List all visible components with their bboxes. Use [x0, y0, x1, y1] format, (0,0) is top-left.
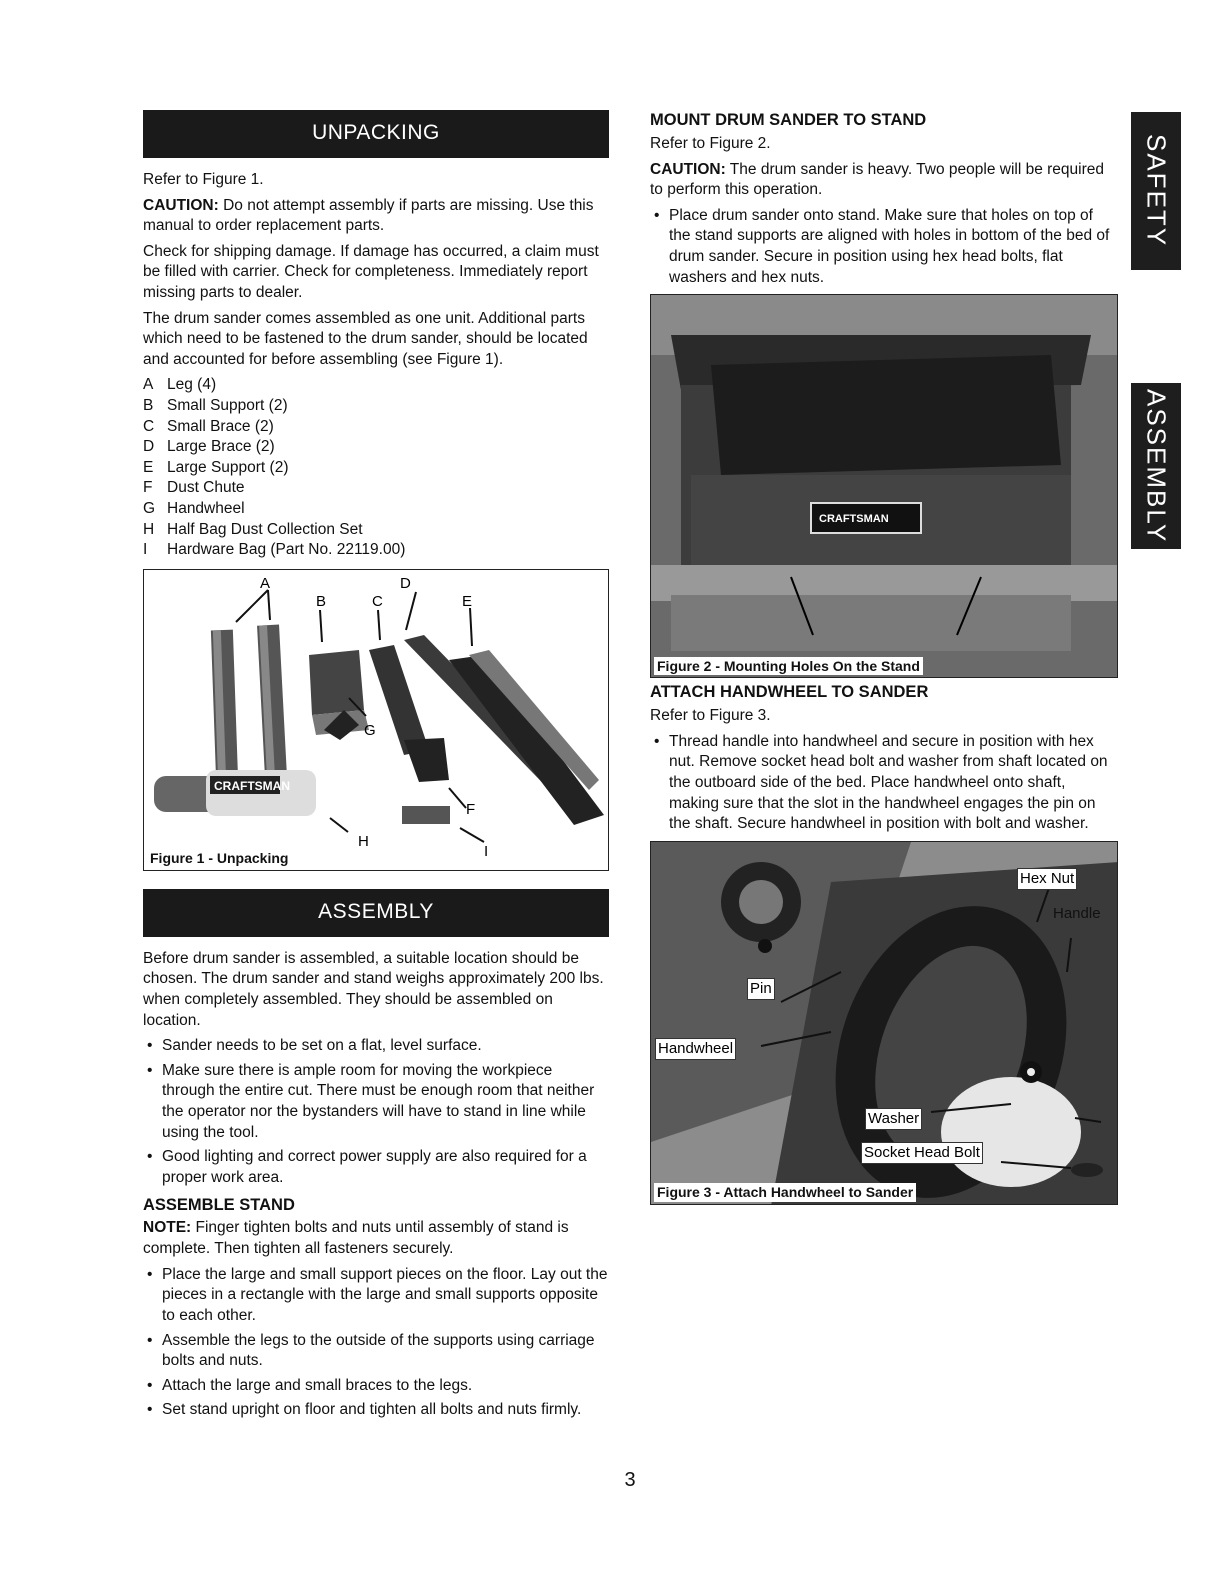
- pin-label: Pin: [747, 978, 775, 1000]
- page-number: 3: [624, 1469, 636, 1491]
- assembly-intro: Before drum sander is assembled, a suitable location should be chosen. The drum sander and stand weighs approximately 200 lbs. when completely assembled. They should be assembled on location.: [143, 949, 604, 1029]
- caution-text: Do not attempt assembly if parts are missing. Use this manual to order replacement parts.: [143, 196, 594, 235]
- list-item: F Dust Chute: [143, 479, 245, 497]
- list-item: H Half Bag Dust Collection Set: [143, 520, 363, 538]
- label-f: F: [466, 800, 476, 818]
- list-item: • Place drum sander onto stand. Make sure that holes on top of the stand supports are aligned with holes in bottom of the bed of drum sander. Secure in position using hex head bolts, flat washers and hex nuts.: [650, 206, 1118, 288]
- label-g: G: [364, 721, 376, 739]
- tab-safety-label: SAFETY: [1141, 134, 1172, 248]
- list-item: • Assemble the legs to the outside of the supports using carriage bolts and nuts.: [143, 1331, 609, 1372]
- mount-refer: Refer to Figure 2.: [650, 134, 771, 152]
- handwheel-bullets: [650, 732, 1118, 835]
- list-item: E Large Support (2): [143, 458, 289, 476]
- mounting-photo: [651, 295, 1118, 678]
- assembly-banner: ASSEMBLY: [143, 889, 609, 937]
- bag-logo: CRAFTSMAN: [214, 778, 290, 793]
- unpacking-refer: Refer to Figure 1.: [143, 170, 264, 188]
- list-item: I Hardware Bag (Part No. 22119.00): [143, 541, 406, 559]
- caution-label: CAUTION:: [143, 196, 219, 214]
- handle-label: Handle: [1053, 904, 1101, 922]
- figure-3-handwheel: [650, 841, 1118, 1205]
- list-item: • Set stand upright on floor and tighten all bolts and nuts firmly.: [143, 1400, 609, 1421]
- right-column: [650, 110, 1118, 1205]
- list-item: C Small Brace (2): [143, 417, 274, 435]
- caution-label: CAUTION:: [650, 160, 726, 178]
- mount-heading: MOUNT DRUM SANDER TO STAND: [650, 111, 927, 129]
- hex-nut-label: Hex Nut: [1017, 868, 1077, 890]
- label-a: A: [260, 574, 271, 592]
- list-item: • Good lighting and correct power supply are also required for a proper work area.: [143, 1147, 609, 1188]
- label-i: I: [484, 842, 489, 860]
- label-e: E: [462, 592, 473, 610]
- list-item: • Sander needs to be set on a flat, level surface.: [143, 1036, 609, 1057]
- handwheel-label: Handwheel: [655, 1038, 736, 1060]
- list-item: • Attach the large and small braces to the legs.: [143, 1376, 609, 1397]
- washer-label: Washer: [865, 1108, 922, 1130]
- tab-assembly: [1131, 383, 1181, 549]
- left-column: [143, 110, 609, 1427]
- tab-assembly-label: ASSEMBLY: [1141, 388, 1172, 544]
- assemble-stand-heading: ASSEMBLE STAND: [143, 1195, 295, 1214]
- mount-caution: [650, 160, 1118, 201]
- tab-safety: [1131, 112, 1181, 270]
- figure-3-caption: Figure 3 - Attach Handwheel to Sander: [654, 1183, 916, 1202]
- figure-1-caption: Figure 1 - Unpacking: [147, 849, 291, 868]
- list-item: • Thread handle into handwheel and secure in position with hex nut. Remove socket head bolt and washer from shaft located on the outboard side of the bed. Place handwheel onto shaft, making sure that the slot in the handwheel engages the pin on the shaft. Secure handwheel in position with bolt and washer.: [650, 732, 1118, 835]
- unpacking-banner: UNPACKING: [143, 110, 609, 158]
- list-item: A Leg (4): [143, 376, 217, 394]
- sander-logo: CRAFTSMAN: [819, 513, 889, 526]
- unpacking-check: Check for shipping damage. If damage has occurred, a claim must be filled with carrier. Check for completeness. Immediately report missing parts to dealer.: [143, 242, 599, 301]
- label-h: H: [358, 832, 369, 850]
- assembly-bullets: [143, 1036, 609, 1188]
- socket-bolt-label: Socket Head Bolt: [861, 1142, 983, 1164]
- figure-2-mounting: [650, 294, 1118, 678]
- unpacking-illustration: [144, 570, 609, 871]
- label-c: C: [372, 592, 383, 610]
- label-b: B: [316, 592, 327, 610]
- handwheel-heading: ATTACH HANDWHEEL TO SANDER: [650, 683, 929, 702]
- note-text: Finger tighten bolts and nuts until assembly of stand is complete. Then tighten all fasteners securely.: [143, 1219, 569, 1258]
- caution-text: The drum sander is heavy. Two people will be required to perform this operation.: [650, 160, 1105, 199]
- list-item: • Make sure there is ample room for moving the workpiece through the entire cut. There must be enough room that neither the operator nor the bystanders will have to stand in line while using the tool.: [143, 1061, 609, 1143]
- assembly-note: [143, 1218, 609, 1259]
- label-d: D: [400, 574, 411, 592]
- list-item: D Large Brace (2): [143, 438, 275, 456]
- list-item: B Small Support (2): [143, 397, 288, 415]
- figure-2-caption: Figure 2 - Mounting Holes On the Stand: [654, 657, 923, 676]
- parts-list: [143, 375, 609, 560]
- note-label: NOTE:: [143, 1219, 192, 1237]
- list-item: • Place the large and small support pieces on the floor. Lay out the pieces in a rectangle with the large and small supports opposite to each other.: [143, 1265, 609, 1327]
- unpacking-intro: The drum sander comes assembled as one unit. Additional parts which need to be fastened to the drum sander, should be located and accounted for before assembling (see Figure 1).: [143, 309, 588, 368]
- unpacking-caution: [143, 196, 609, 237]
- stand-bullets: [143, 1265, 609, 1421]
- figure-1-unpacking: [143, 569, 609, 871]
- list-item: G Handwheel: [143, 500, 245, 518]
- handwheel-refer: Refer to Figure 3.: [650, 707, 771, 725]
- mount-bullets: [650, 206, 1118, 288]
